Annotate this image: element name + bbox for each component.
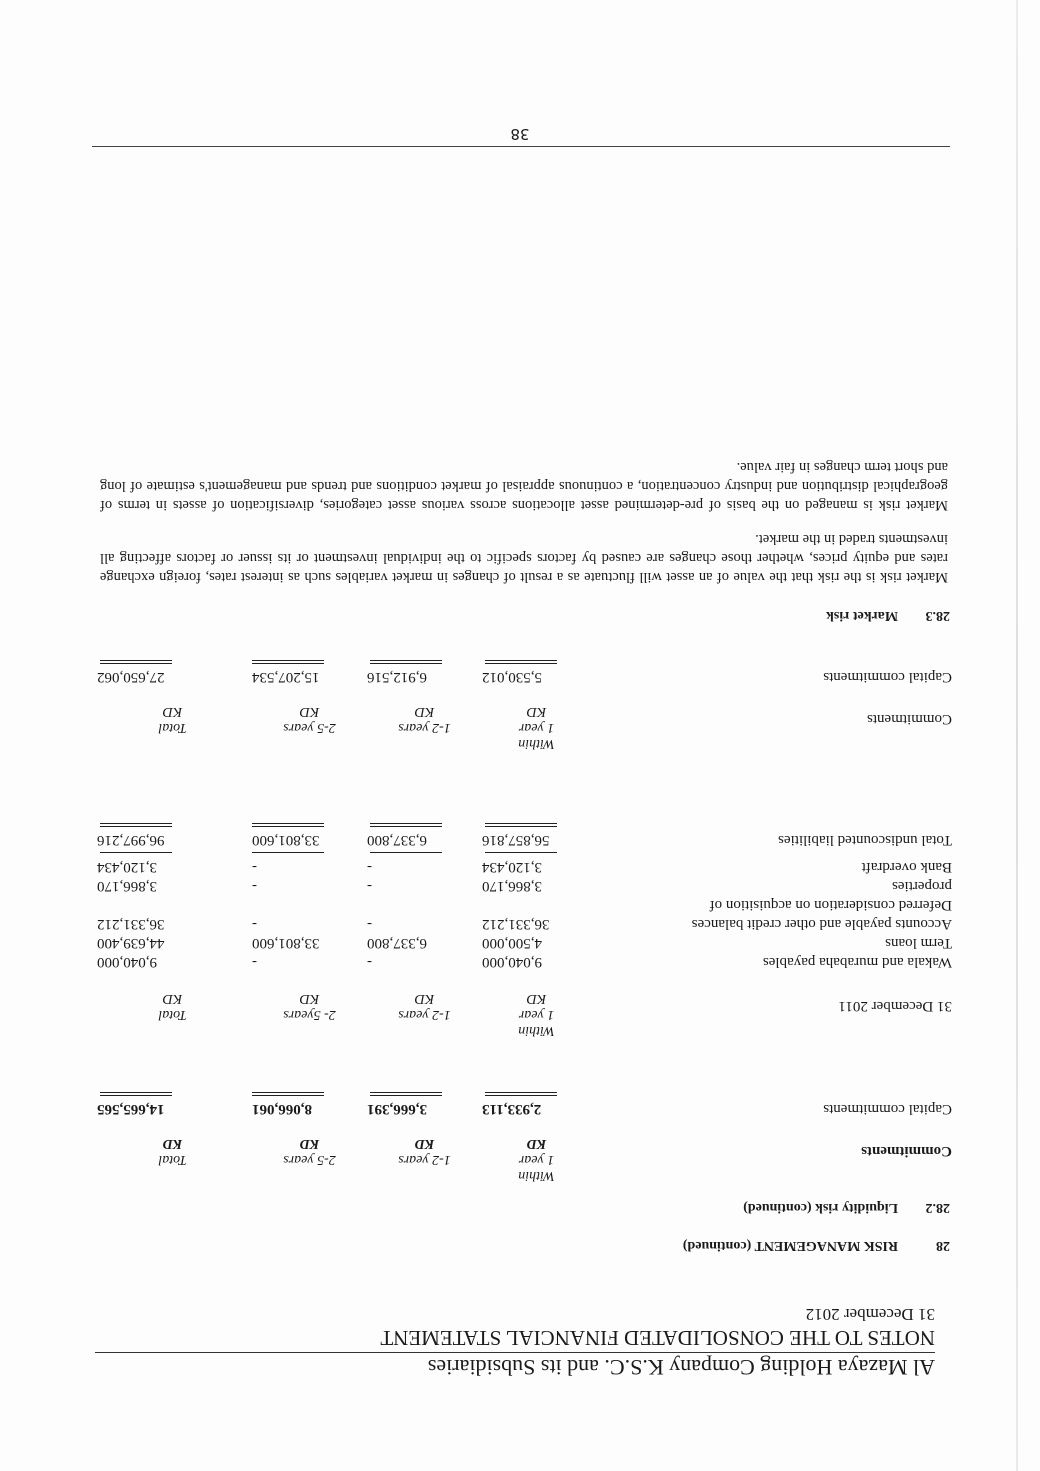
table-row: Term loans 4,500,000 6,337,800 33,801,600 44,639,400 — [97, 935, 952, 951]
col-header: Within 1 year KD — [518, 704, 555, 751]
table-row: Capital commitments 2,933,113 3,666,391 8,066,061 14,665,565 — [97, 1101, 952, 1117]
col-header: Within 1 year KD — [518, 1136, 555, 1183]
page-header — [105, 1302, 935, 1379]
col-header: 1-2 years KD — [398, 991, 451, 1022]
col-header: 2-5 years KD — [283, 1136, 336, 1167]
subsection-market-heading: 28.3Market risk — [826, 608, 950, 623]
table-row: properties 3,866,170 - - 3,866,170 — [97, 878, 952, 894]
page-number: 38 — [510, 125, 530, 143]
subsection-liquidity-heading: 28.2Liquidity risk (continued) — [743, 1200, 950, 1215]
scan-edge — [1016, 0, 1018, 1471]
table-row: Capital commitments 5,530,012 6,912,516 15,207,534 27,650,062 — [97, 669, 952, 685]
col-header: Total KD — [158, 991, 187, 1022]
col-header: 2- 5years KD — [283, 991, 336, 1022]
footer-rule — [92, 146, 950, 147]
header-rule — [95, 1352, 935, 1353]
table-row: Deferred consideration on acquisition of — [709, 897, 952, 913]
paragraph: Market risk is managed on the basis of pre-determined asset allocations across various asset categories, diversification of assets in terms of geographical distribution and industry concentration, a continuous appraisal of market conditions and trends and management's estimate of long and short term changes in fair value. — [100, 459, 948, 513]
table-row: Bank overdraft 3,120,434 - - 3,120,434 — [97, 859, 952, 875]
col-header: 1-2 years KD — [398, 1136, 451, 1167]
table-row: Accounts payable and other credit balances 36,331,212 - - 36,331,212 — [97, 916, 952, 932]
commitments-2012-table: Commitments Within 1 year KD 1-2 years KD 2-5 years KD Total KD Capital commitments 2,933,113 3,666,391 8,066,061 14,665,565 — [92, 1090, 952, 1183]
col-header: Within 1 year KD — [518, 991, 555, 1038]
table-row: Wakala and murabaha payables 9,040,000 - - 9,040,000 — [97, 954, 952, 970]
col-header: Total KD — [158, 704, 187, 735]
section-heading: 28RISK MANAGEMENT (continued) — [682, 1238, 950, 1253]
document-date: 31 December 2012 — [805, 1305, 935, 1324]
col-header: 2-5 years KD — [283, 704, 336, 735]
document-title: NOTES TO THE CONSOLIDATED FINANCIAL STATEMENT — [380, 1326, 935, 1350]
commitments-2011-table: Commitments Within 1 year KD 1-2 years KD 2-5 years KD Total KD Capital commitments 5,530,012 6,912,516 15,207,534 27,650,062 — [92, 658, 952, 751]
col-header: Total KD — [158, 1136, 187, 1167]
total-row: Total undiscounted liabilities 56,857,816 6,337,800 33,801,600 96,997,216 — [97, 832, 952, 848]
paragraph: Market risk is the risk that the value of an asset will fluctuate as a result of changes in market variables such as interest rates, foreign exchange rates and equity prices, whether those changes are caused by factors specific to the individual investment or its issuer or factors affecting all investments traded in the market. — [100, 531, 948, 585]
col-header: 1-2 years KD — [398, 704, 451, 735]
company-name: Al Mazaya Holding Company K.S.C. and its Subsidiaries — [427, 1355, 935, 1380]
liabilities-2011-table: 31 December 2011 Within 1 year KD 1-2 years KD 2- 5years KD Total KD Wakala and murabaha payables 9,040,000 - - 9,040,000 Term loans 4,500,000 6,337,800 33,801,600 44,639,400 Accounts payable and other credit balances 36,331,212 - - 36,331,212 Deferred consideration on acquisition of properties 3,866,170 - - 3,866,170 Bank overdraft 3,120,434 - - 3,120,434 Total undiscounted liabilities 56,857,816 6,337,800 33,801,600 96,997,216 — [92, 821, 952, 1038]
